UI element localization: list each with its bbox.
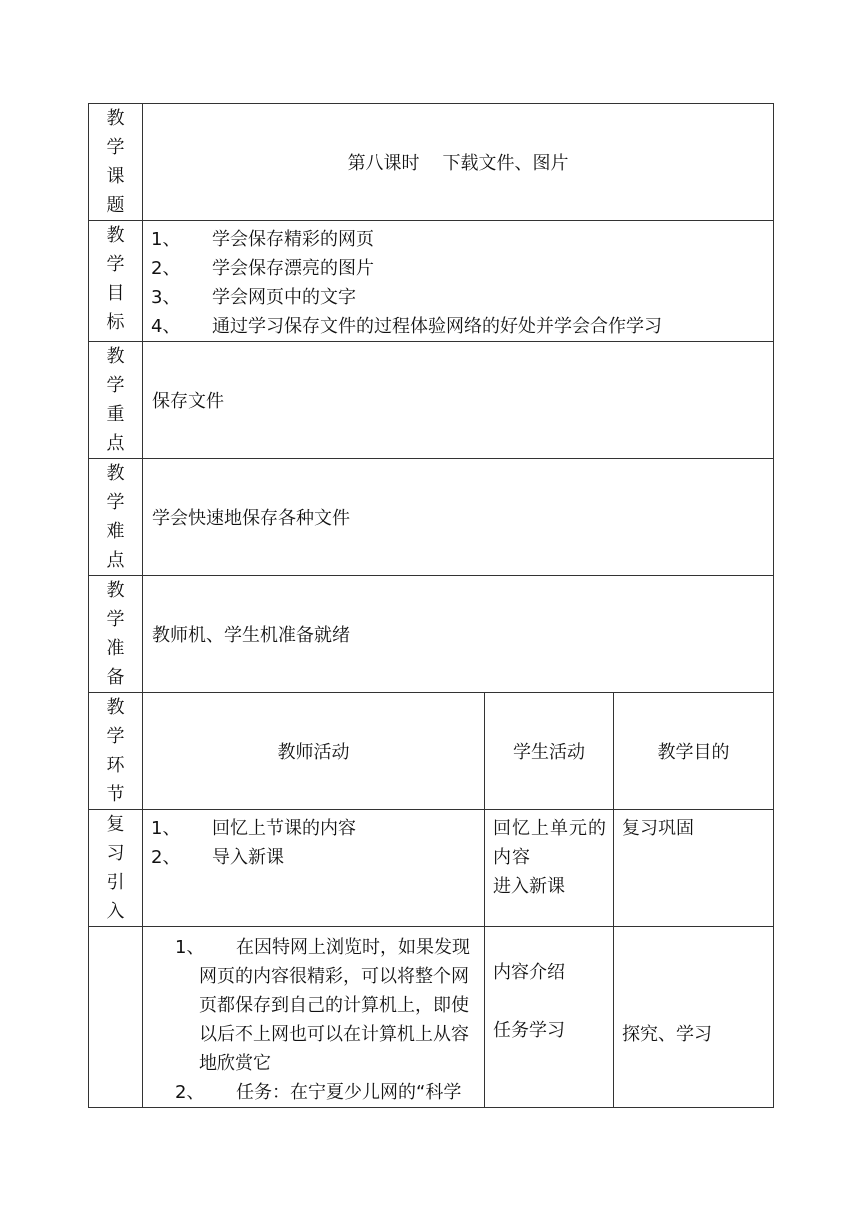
row-review [89, 810, 774, 927]
label-difficulties: 教 学 难 点 [89, 459, 143, 576]
lesson-student-text-2: 任务学习 [493, 1020, 565, 1041]
header-teaching-purpose: 教学目的 [614, 693, 774, 810]
label-stage: 教 学 环 节 [89, 693, 143, 810]
header-student-activity: 学生活动 [485, 693, 614, 810]
row-topic [89, 104, 774, 221]
label-key-points: 教 学 重 点 [89, 342, 143, 459]
list-item: 1、 回忆上节课的内容 [151, 818, 356, 839]
label-objectives: 教 学 目 标 [89, 221, 143, 342]
objective-item: 3、 学会网页中的文字 [151, 287, 356, 308]
lesson-teacher-cell [143, 927, 485, 1108]
review-student-text-2: 进入新课 [493, 876, 565, 897]
objectives-list-cell [143, 221, 774, 342]
review-purpose-cell [614, 810, 774, 927]
lesson-student-cell [485, 927, 614, 1108]
row-difficulties [89, 459, 774, 576]
review-purpose-text: 复习巩固 [622, 818, 694, 839]
list-item: 1、 在因特网上浏览时，如果发现网页的内容很精彩，可以将整个网页都保存到自己的计算机上，即使以后不上网也可以在计算机上从容地欣赏它 [175, 937, 470, 1074]
label-empty [89, 927, 143, 1108]
lesson-teacher-list [143, 927, 484, 1107]
row-key-points [89, 342, 774, 459]
lesson-plan-table [88, 103, 774, 1108]
topic-title: 第八课时 下载文件、图片 [143, 104, 774, 221]
lesson-student-text-1: 内容介绍 [493, 962, 565, 983]
preparation-text: 教师机、学生机准备就绪 [143, 576, 774, 693]
label-review: 复 习 引 入 [89, 810, 143, 927]
review-teacher-cell [143, 810, 485, 927]
row-objectives [89, 221, 774, 342]
review-teacher-list [143, 810, 484, 872]
list-item: 2、 导入新课 [151, 847, 284, 868]
objectives-list [143, 221, 773, 341]
row-stage-header [89, 693, 774, 810]
list-item: 2、 任务：在宁夏少儿网的“科学 [175, 1082, 462, 1103]
review-student-cell [485, 810, 614, 927]
lesson-purpose-cell [614, 927, 774, 1108]
objective-item: 4、 通过学习保存文件的过程体验网络的好处并学会合作学习 [151, 316, 662, 337]
key-points-text: 保存文件 [143, 342, 774, 459]
lesson-purpose-text: 探究、学习 [622, 1024, 712, 1045]
label-preparation: 教 学 准 备 [89, 576, 143, 693]
row-preparation [89, 576, 774, 693]
review-student-text-1: 回忆上单元的内容 [493, 818, 607, 868]
header-teacher-activity: 教师活动 [143, 693, 485, 810]
label-topic: 教 学 课 题 [89, 104, 143, 221]
objective-item: 1、 学会保存精彩的网页 [151, 229, 374, 250]
difficulties-text: 学会快速地保存各种文件 [143, 459, 774, 576]
objective-item: 2、 学会保存漂亮的图片 [151, 258, 374, 279]
row-new-lesson [89, 927, 774, 1108]
